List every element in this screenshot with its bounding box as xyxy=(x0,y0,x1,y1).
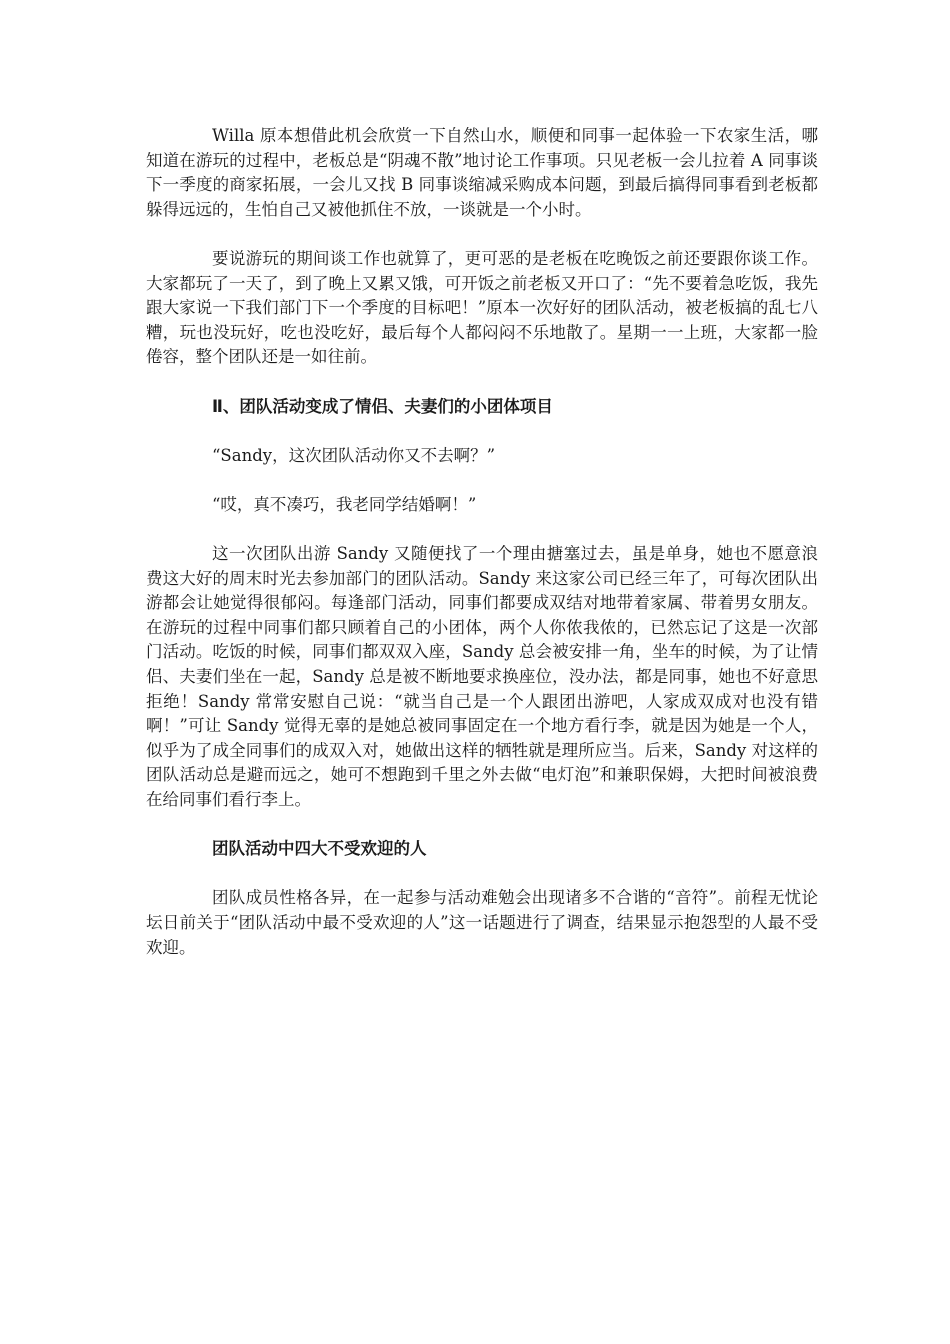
paragraph-willa-trip: Willa 原本想借此机会欣赏一下自然山水，顺便和同事一起体验一下农家生活，哪知道在游玩的过程中，老板总是“阴魂不散”地讨论工作事项。只见老板一会儿拉着 A 同事谈下一季度的商家拓展，一会儿又找 B 同事谈缩减采购成本问题，到最后搞得同事看到老板都躲得远远的，生怕自己又被他抓住不放，一谈就是一个小时。 xyxy=(146,126,818,219)
section-heading-unpopular: 团队活动中四大不受欢迎的人 xyxy=(212,839,427,859)
paragraph-dinner-work: 要说游玩的期间谈工作也就算了，更可恶的是老板在吃晚饭之前还要跟你谈工作。大家都玩了一天了，到了晚上又累又饿，可开饭之前老板又开口了：“先不要着急吃饭，我先跟大家说一下我们部门下一个季度的目标吧！”原本一次好好的团队活动，被老板搞的乱七八糟，玩也没玩好，吃也没吃好，最后每个人都闷闷不乐地散了。星期一一上班，大家都一脸倦容，整个团队还是一如往前。 xyxy=(146,248,818,367)
section-heading-couples: Ⅱ、团队活动变成了情侣、夫妻们的小团体项目 xyxy=(212,396,553,416)
dialogue-quote-2: “哎，真不凑巧，我老同学结婚啊！” xyxy=(212,494,477,514)
document-body xyxy=(146,124,818,985)
paragraph-sandy-story: 这一次团队出游 Sandy 又随便找了一个理由搪塞过去，虽是单身，她也不愿意浪费这大好的周末时光去参加部门的团队活动。Sandy 来这家公司已经三年了，可每次团队出游都会让她觉得很郁闷。每逢部门活动，同事们都要成双结对地带着家属、带着男女朋友。在游玩的过程中同事们都只顾着自己的小团体，两个人你侬我侬的，已然忘记了这是一次部门活动。吃饭的时候，同事们都双双入座，Sandy 总会被安排一角，坐车的时候，为了让情侣、夫妻们坐在一起，Sandy 总是被不断地要求换座位，没办法，都是同事，她也不好意思拒绝！Sandy 常常安慰自己说：“就当自己是一个人跟团出游吧，人家成双成对也没有错啊！”可让 Sandy 觉得无辜的是她总被同事固定在一个地方看行李，就是因为她是一个人，似乎为了成全同事们的成双入对，她做出这样的牺牲就是理所应当。后来，Sandy 对这样的团队活动总是避而远之，她可不想跑到千里之外去做“电灯泡”和兼职保姆，大把时间被浪费在给同事们看行李上。 xyxy=(146,544,818,810)
dialogue-quote-1: “Sandy，这次团队活动你又不去啊？” xyxy=(212,445,496,465)
paragraph-survey: 团队成员性格各异，在一起参与活动难勉会出现诸多不合谐的“音符”。前程无忧论坛日前关于“团队活动中最不受欢迎的人”这一话题进行了调查，结果显示抱怨型的人最不受欢迎。 xyxy=(146,888,818,957)
